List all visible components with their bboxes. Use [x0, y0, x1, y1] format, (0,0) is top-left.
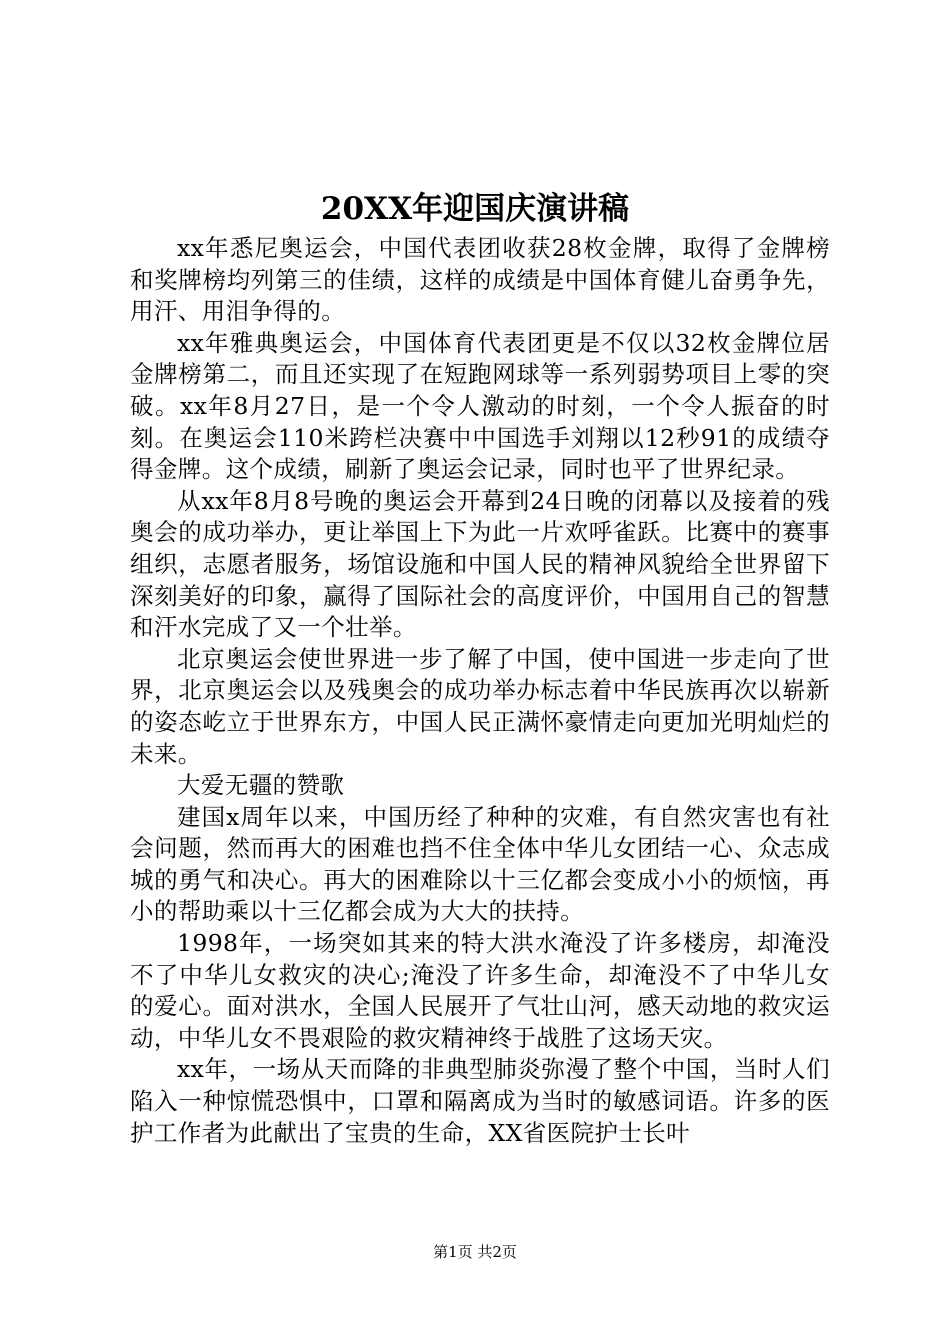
body-paragraph: 1998年，一场突如其来的特大洪水淹没了许多楼房，却淹没不了中华儿女救灾的决心;淹没了许多生命，却淹没不了中华儿女的爱心。面对洪水，全国人民展开了气壮山河，感天动地的救灾运动，中华儿女不畏艰险的救灾精神终于战胜了这场天灾。: [130, 929, 830, 1052]
body-paragraph: 建国x周年以来，中国历经了种种的灾难，有自然灾害也有社会问题，然而再大的困难也挡不住全体中华儿女团结一心、众志成城的勇气和决心。再大的困难除以十三亿都会变成小小的烦恼，再小的帮助乘以十三亿都会成为大大的扶持。: [130, 802, 830, 926]
document-title: 20XX年迎国庆演讲稿: [320, 191, 630, 227]
page-footer: 第1页 共2页: [433, 1243, 517, 1261]
document-body: [130, 233, 830, 1149]
body-paragraph: xx年，一场从天而降的非典型肺炎弥漫了整个中国，当时人们陷入一种惊慌恐惧中，口罩和隔离成为当时的敏感词语。许多的医护工作者为此献出了宝贵的生命，XX省医院护士长叶: [130, 1055, 830, 1147]
section-heading: 大爱无疆的赞歌: [177, 771, 345, 800]
body-paragraph: 北京奥运会使世界进一步了解了中国，使中国进一步走向了世界，北京奥运会以及残奥会的成功举办标志着中华民族再次以崭新的姿态屹立于世界东方，中国人民正满怀豪情走向更加光明灿烂的未来。: [130, 644, 830, 768]
body-paragraph: xx年悉尼奥运会，中国代表团收获28枚金牌，取得了金牌榜和奖牌榜均列第三的佳绩，这样的成绩是中国体育健儿奋勇争先，用汗、用泪争得的。: [130, 234, 830, 326]
body-paragraph: xx年雅典奥运会，中国体育代表团更是不仅以32枚金牌位居金牌榜第二，而且还实现了在短跑网球等一系列弱势项目上零的突破。xx年8月27日，是一个令人激动的时刻，一个令人振奋的时刻。在奥运会110米跨栏决赛中中国选手刘翔以12秒91的成绩夺得金牌。这个成绩，刷新了奥运会记录，同时也平了世界纪录。: [130, 328, 830, 484]
body-paragraph: 从xx年8月8号晚的奥运会开幕到24日晚的闭幕以及接着的残奥会的成功举办，更让举国上下为此一片欢呼雀跃。比赛中的赛事组织，志愿者服务，场馆设施和中国人民的精神风貌给全世界留下深刻美好的印象，赢得了国际社会的高度评价，中国用自己的智慧和汗水完成了又一个壮举。: [130, 486, 830, 642]
